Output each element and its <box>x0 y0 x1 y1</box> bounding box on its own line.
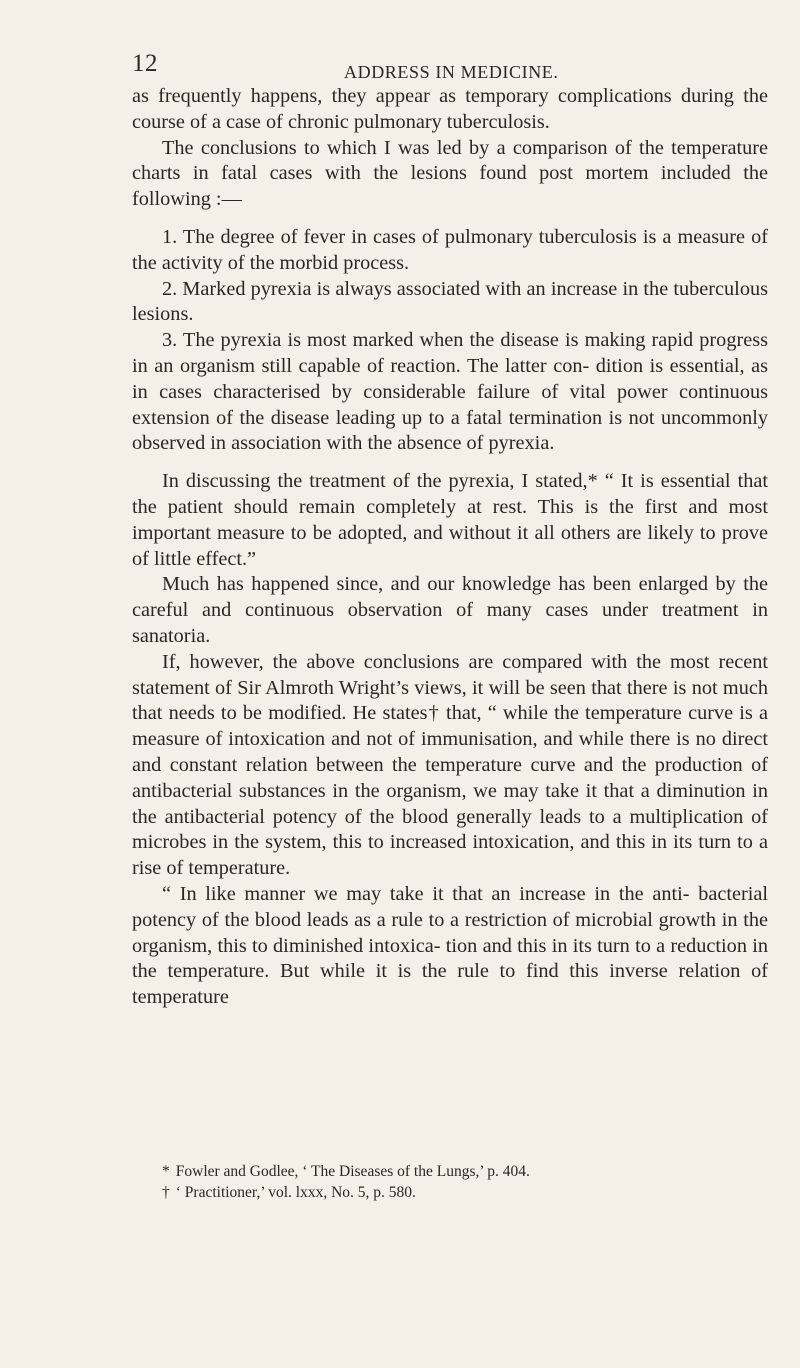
footnote-mark: * <box>162 1163 170 1180</box>
paragraph: Much has happened since, and our knowledge has been enlarged by the careful and continuous observation of many cases under treatment in sanatoria. <box>132 573 768 647</box>
footnote-text: ‘ Practitioner,’ vol. lxxx, No. 5, p. 580. <box>175 1184 416 1201</box>
paragraph: as frequently happens, they appear as temporary complications during the course of a case of chronic pulmonary tuberculosis. <box>132 85 768 133</box>
numbered-conclusion: 1. The degree of fever in cases of pulmonary tuberculosis is a measure of the activity of the morbid process. <box>132 225 768 274</box>
footnote-text: Fowler and Godlee, ‘ The Diseases of the Lungs,’ p. 404. <box>175 1163 530 1180</box>
page-header <box>132 50 782 82</box>
paragraph: The conclusions to which I was led by a comparison of the temperature charts in fatal cases with the lesions found post mortem included the following :— <box>132 136 768 211</box>
numbered-conclusion: 2. Marked pyrexia is always associated with an increase in the tuberculous lesions. <box>132 277 768 326</box>
footnote <box>132 1161 768 1182</box>
footnote-mark: † <box>162 1184 170 1201</box>
footnotes <box>132 1161 768 1203</box>
quotation-paragraph: “ In like manner we may take it that an increase in the anti- bacterial potency of the blood leads as a rule to a restriction of microbial growth in the organism, this to diminished intoxica- tion and this in its turn to a reduction in the temperature. But while it is the rule to find this inverse relation of temperature <box>132 882 768 1009</box>
running-title: ADDRESS IN MEDICINE. <box>344 62 559 82</box>
footnote <box>132 1182 768 1203</box>
body-text <box>132 84 768 1011</box>
paragraph: In discussing the treatment of the pyrexia, I stated,* “ It is essential that the patient should remain completely at rest. This is the first and most important measure to be adopted, and without it all others are likely to prove of little effect.” <box>132 470 768 570</box>
numbered-conclusion: 3. The pyrexia is most marked when the disease is making rapid progress in an organism still capable of reaction. The latter con- dition is essential, as in cases characterised by considerable failure of vital power continuous extension of the disease leading up to a fatal termination is not uncommonly observed in association with the absence of pyrexia. <box>132 329 768 455</box>
page-number: 12 <box>132 50 158 77</box>
paragraph: If, however, the above conclusions are compared with the most recent statement of Sir Almroth Wright’s views, it will be seen that there is not much that needs to be modified. He states† that, “ while the temperature curve is a measure of intoxication and not of immunisation, and while there is no direct and constant relation between the temperature curve and the production of antibacterial substances in the organism, we may take it that a diminution in the antibacterial potency of the blood generally leads to a multiplication of microbes in the system, this to increased intoxication, and this in its turn to a rise of temperature. <box>132 650 768 880</box>
